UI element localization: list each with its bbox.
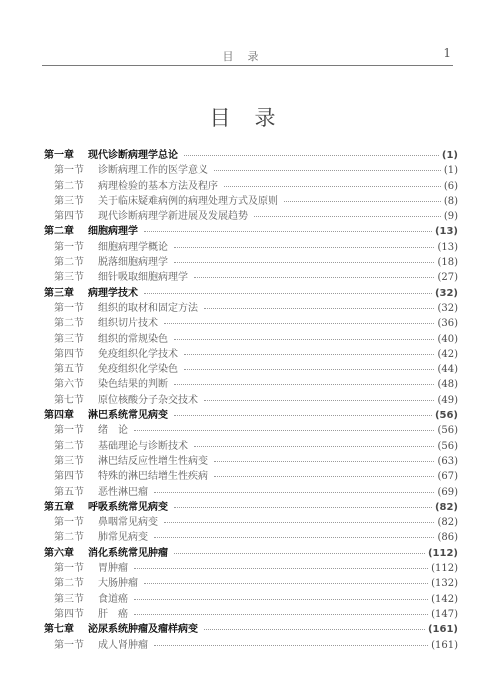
toc-section-entry [44,576,458,591]
header-rule [42,65,453,66]
toc-entry-page: (1) [441,150,458,161]
toc-entry-title: 鼻咽常见病变 [98,517,158,529]
toc-dot-leader [194,277,434,278]
toc-section-entry [44,316,458,331]
toc-entry-page: (1) [443,165,458,177]
toc-entry-title: 恶性淋巴瘤 [98,486,148,498]
toc-entry-number: 第七节 [54,394,84,406]
toc-entry-number: 第五节 [54,486,84,498]
toc-dot-leader [144,231,432,232]
toc-entry-page: (82) [437,517,458,529]
toc-entry-page: (44) [437,364,458,376]
toc-section-entry [44,347,458,362]
toc-entry-page: (142) [431,593,458,605]
toc-entry-title: 大肠肿瘤 [98,578,138,590]
toc-entry-page: (56) [437,425,458,437]
toc-dot-leader [204,400,434,401]
toc-entry-number: 第三节 [54,272,84,284]
toc-entry-number: 第四节 [54,211,84,223]
toc-entry-title: 绪 论 [98,425,128,437]
toc-entry-page: (49) [437,394,458,406]
toc-chapter-entry [44,546,458,561]
toc-dot-leader [194,446,434,447]
toc-entry-number: 第七章 [44,624,74,636]
toc-entry-title: 病理学技术 [88,287,138,299]
toc-dot-leader [184,354,434,355]
toc-entry-title: 关于临床疑难病例的病理处理方式及原则 [98,195,278,207]
toc-dot-leader [184,155,439,156]
toc-dot-leader [174,553,425,554]
toc-dot-leader [204,629,425,630]
toc-entry-title: 细针吸取细胞病理学 [98,272,188,284]
toc-section-entry [44,301,458,316]
toc-entry-page: (32) [437,302,458,314]
toc-entry-number: 第六章 [44,547,74,559]
toc-entry-title: 消化系统常见肿瘤 [88,547,168,559]
toc-entry-number: 第三节 [54,333,84,345]
toc-chapter-entry [44,224,458,239]
toc-entry-number: 第三节 [54,195,84,207]
toc-dot-leader [174,415,432,416]
toc-entry-page: (48) [437,379,458,391]
toc-section-entry [44,255,458,270]
toc-entry-title: 淋巴结反应性增生性病变 [98,455,208,467]
toc-entry-title: 食道癌 [98,593,128,605]
toc-dot-leader [174,339,434,340]
toc-section-entry [44,240,458,255]
toc-section-entry [44,515,458,530]
toc-entry-page: (13) [437,241,458,253]
toc-entry-page: (36) [437,318,458,330]
toc-entry-number: 第一节 [54,563,84,575]
toc-dot-leader [174,384,434,385]
toc-entry-title: 基础理论与诊断技术 [98,440,188,452]
toc-dot-leader [154,492,434,493]
toc-entry-page: (132) [431,578,458,590]
toc-entry-title: 细胞病理学概论 [98,241,168,253]
toc-dot-leader [184,369,434,370]
toc-dot-leader [224,186,441,187]
toc-dot-leader [214,170,441,171]
page-number: 1 [443,46,451,60]
toc-section-entry [44,377,458,392]
toc-entry-title: 脱落细胞病理学 [98,257,168,269]
toc-entry-number: 第一节 [54,165,84,177]
toc-dot-leader [144,293,432,294]
toc-entry-number: 第四节 [54,608,84,620]
toc-section-entry [44,530,458,545]
toc-dot-leader [214,476,434,477]
toc-dot-leader [214,461,434,462]
toc-entry-title: 组织切片技术 [98,318,158,330]
toc-entry-page: (161) [431,639,458,651]
toc-entry-number: 第四节 [54,471,84,483]
toc-entry-number: 第一节 [54,241,84,253]
toc-dot-leader [284,201,441,202]
toc-entry-number: 第五章 [44,501,74,513]
toc-chapter-entry [44,622,458,637]
toc-entry-number: 第二节 [54,440,84,452]
toc-section-entry [44,561,458,576]
toc-entry-title: 免疫组织化学技术 [98,348,178,360]
toc-section-entry [44,393,458,408]
toc-entry-page: (63) [437,455,458,467]
toc-entry-page: (161) [427,624,458,636]
toc-section-entry [44,469,458,484]
toc-section-entry [44,592,458,607]
toc-entry-number: 第五节 [54,364,84,376]
toc-entry-number: 第一章 [44,150,74,161]
toc-entry-title: 特殊的淋巴结增生性疾病 [98,471,208,483]
toc-entry-page: (56) [434,410,458,422]
table-of-contents [44,148,458,653]
toc-section-entry [44,209,458,224]
toc-entry-page: (67) [437,471,458,483]
toc-dot-leader [134,430,434,431]
toc-dot-leader [164,323,434,324]
toc-entry-number: 第一节 [54,639,84,651]
toc-dot-leader [154,645,428,646]
toc-entry-number: 第二节 [54,578,84,590]
running-title: 目录 [222,50,273,63]
toc-entry-number: 第六节 [54,379,84,391]
toc-dot-leader [254,216,441,217]
toc-chapter-entry [44,408,458,423]
toc-entry-page: (69) [437,486,458,498]
toc-dot-leader [154,537,434,538]
toc-section-entry [44,439,458,454]
toc-entry-page: (86) [437,532,458,544]
toc-entry-number: 第三章 [44,287,74,299]
toc-entry-page: (82) [434,501,458,513]
toc-entry-page: (13) [434,226,458,238]
toc-entry-page: (32) [434,287,458,299]
toc-section-entry [44,485,458,500]
toc-entry-number: 第四章 [44,410,74,422]
toc-entry-page: (6) [443,180,458,192]
toc-entry-title: 胃肿瘤 [98,563,128,575]
toc-section-entry [44,638,458,653]
toc-entry-title: 淋巴系统常见病变 [88,410,168,422]
toc-entry-page: (112) [431,563,458,575]
toc-entry-title: 成人肾肿瘤 [98,639,148,651]
toc-chapter-entry [44,148,458,163]
running-header [42,46,453,66]
toc-section-entry [44,163,458,178]
toc-dot-leader [144,583,428,584]
toc-section-entry [44,179,458,194]
toc-entry-title: 现代诊断病理学总论 [88,150,178,161]
toc-entry-number: 第一节 [54,425,84,437]
toc-entry-title: 肝 癌 [98,608,128,620]
toc-entry-page: (18) [437,257,458,269]
toc-entry-page: (9) [443,211,458,223]
toc-dot-leader [204,308,434,309]
toc-dot-leader [164,522,434,523]
toc-dot-leader [174,262,434,263]
toc-section-entry [44,423,458,438]
toc-entry-number: 第四节 [54,348,84,360]
toc-entry-page: (27) [437,272,458,284]
toc-entry-page: (8) [443,195,458,207]
toc-entry-title: 诊断病理工作的医学意义 [98,165,208,177]
toc-entry-title: 现代诊断病理学新进展及发展趋势 [98,211,248,223]
toc-entry-number: 第三节 [54,455,84,467]
toc-chapter-entry [44,286,458,301]
toc-dot-leader [174,507,432,508]
toc-entry-title: 免疫组织化学染色 [98,364,178,376]
toc-entry-title: 呼吸系统常见病变 [88,501,168,513]
toc-entry-page: (147) [431,608,458,620]
toc-entry-page: (40) [437,333,458,345]
toc-section-entry [44,194,458,209]
page-title: 目录 [209,106,300,130]
toc-entry-number: 第一节 [54,302,84,314]
toc-entry-page: (112) [427,547,458,559]
toc-entry-title: 泌尿系统肿瘤及瘤样病变 [88,624,198,636]
toc-entry-number: 第二章 [44,226,74,238]
toc-section-entry [44,270,458,285]
toc-section-entry [44,362,458,377]
toc-dot-leader [174,247,434,248]
toc-entry-number: 第二节 [54,257,84,269]
toc-entry-title: 染色结果的判断 [98,379,168,391]
toc-entry-number: 第二节 [54,318,84,330]
toc-entry-title: 组织的取材和固定方法 [98,302,198,314]
toc-section-entry [44,454,458,469]
toc-entry-title: 原位核酸分子杂交技术 [98,394,198,406]
toc-entry-number: 第二节 [54,532,84,544]
toc-dot-leader [134,614,428,615]
toc-entry-title: 病理检验的基本方法及程序 [98,180,218,192]
toc-entry-number: 第三节 [54,593,84,605]
toc-section-entry [44,607,458,622]
toc-entry-number: 第二节 [54,180,84,192]
toc-entry-page: (56) [437,440,458,452]
toc-entry-number: 第一节 [54,517,84,529]
toc-chapter-entry [44,500,458,515]
toc-dot-leader [134,599,428,600]
toc-entry-page: (42) [437,348,458,360]
toc-entry-title: 细胞病理学 [88,226,138,238]
toc-dot-leader [134,568,428,569]
toc-entry-title: 肺常见病变 [98,532,148,544]
toc-entry-title: 组织的常规染色 [98,333,168,345]
toc-section-entry [44,332,458,347]
